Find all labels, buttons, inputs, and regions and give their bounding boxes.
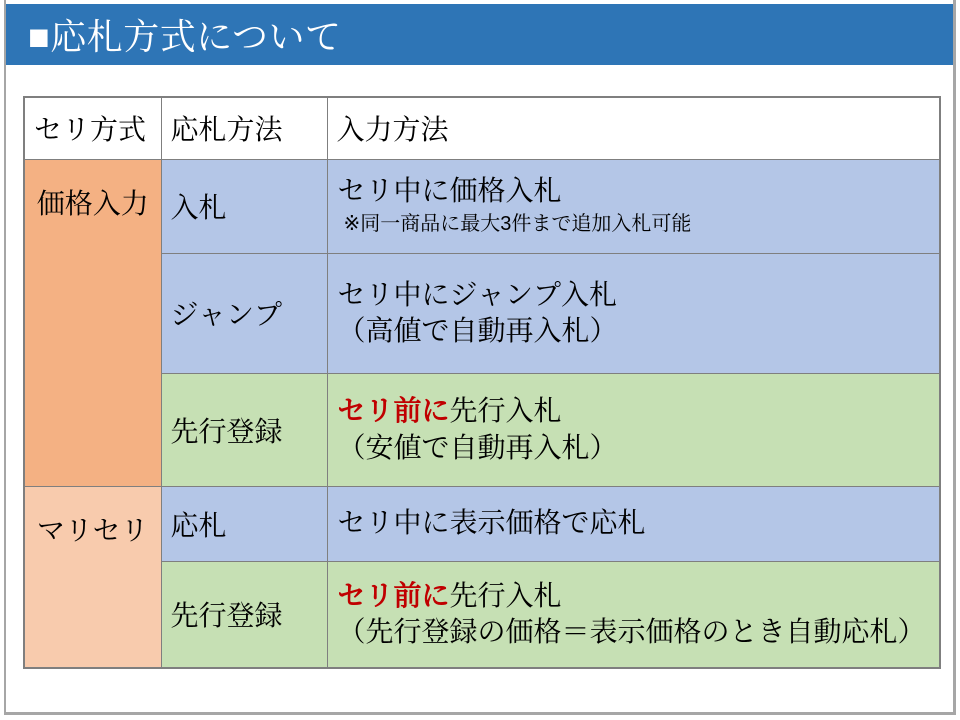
input-main-text: セリ中に価格入札	[337, 174, 562, 206]
input-main-text: セリ中に表示価格で応札	[337, 507, 646, 539]
method-cell-nyusatsu: 入札	[161, 159, 327, 253]
method-cell-senko-toroku-2: 先行登録	[161, 561, 327, 668]
page-title: ■応札方式について	[28, 16, 342, 57]
table-header-row	[24, 97, 940, 159]
input-main-text	[338, 393, 940, 429]
title-bar	[6, 4, 953, 65]
highlight-text-red: セリ前に	[337, 395, 450, 427]
input-note-text: ※同一商品に最大3件まで追加入札可能	[343, 213, 692, 236]
group-cell-mariseri: マリセリ	[24, 486, 161, 668]
input-sub-text: （高値で自動再入札）	[337, 315, 618, 346]
input-cell-nyusatsu	[327, 159, 940, 253]
method-cell-jump: ジャンプ	[161, 253, 327, 373]
input-cell-senko-toroku	[327, 373, 940, 486]
table-row	[24, 561, 940, 668]
method-cell-senko-toroku: 先行登録	[161, 373, 327, 486]
slide-frame	[4, 0, 956, 715]
table-row	[24, 159, 940, 253]
input-sub-text: （先行登録の価格＝表示価格のとき自動応札）	[337, 616, 926, 648]
table-row	[24, 486, 940, 561]
input-main-text: セリ中にジャンプ入札	[337, 278, 617, 310]
auction-methods-table	[23, 96, 941, 669]
header-cell-bid-method: 応札方法	[161, 97, 327, 159]
input-main-text	[338, 578, 940, 614]
method-cell-osatsu: 応札	[161, 486, 327, 561]
input-sub-text: （安値で自動再入札）	[337, 431, 618, 463]
input-cell-osatsu	[327, 486, 940, 561]
group-cell-price-input: 価格入力	[24, 159, 161, 486]
input-cell-senko-toroku-2	[327, 561, 940, 668]
header-cell-input-method: 入力方法	[327, 97, 940, 159]
input-main-rest: 先行入札	[449, 395, 562, 427]
input-main-rest: 先行入札	[449, 579, 562, 611]
table-row	[24, 253, 940, 373]
header-cell-auction-type: セリ方式	[24, 97, 161, 159]
input-cell-jump	[327, 253, 940, 373]
highlight-text-red: セリ前に	[337, 579, 450, 611]
table-row	[24, 373, 940, 486]
